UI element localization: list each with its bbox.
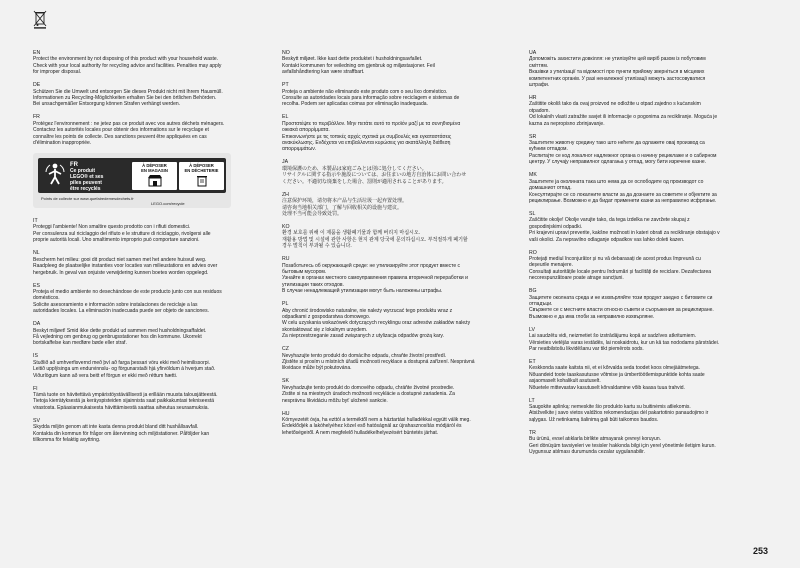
triman-recycling-badge [33,153,231,208]
lang-text: Защитете околната среда и не изхвърляйте този продукт заедно с битовите си отпадъци. Свържете се с местните власти относно съвети и съоръжения за рециклиране. Възможно е да има глоби за неправилно изхвърляне. [529,294,714,320]
lang-text: 環境保護のため、本製品は家庭ごみとは別に処分してください。 リサイクルに関する指示や施設については、お住まいの地方自治体にお問い合わせ ください。不適切な廃棄をした場合、罰則が適用されることがあります。 [282,165,467,185]
lang-text: Proteggi l'ambiente! Non smaltire questo prodotto con i rifiuti domestici. Per consulenza sul riciclaggio del rifiuto e le strutture di riciclaggio, rivolgersi alle proprie autorità locali. Uno smaltimento improprio può comportare sanzioni. [33,224,211,244]
lang-text: Protégez l'environnement : ne jetez pas ce produit avec vos autres déchets ménagers. Contactez les autorités locales pour obtenir des informations sur le recyclage et connaître les points de collecte. Des sanctions peuvent être appliquées en cas d'élimination inappropriée. [33,120,225,147]
lang-block [33,386,269,412]
lang-code: RU [282,256,290,263]
lang-code: PL [282,301,289,308]
lang-block [282,159,518,185]
shop-icon [147,174,163,187]
lang-text: Proteja el medio ambiente no desechándose de este producto junto con sus residuos domésticos. Solicite asesoramiento e información sobre instalaciones de reciclaje a las autoridades locales. La eliminación inadecuada puede ser objeto de sanciones. [33,288,222,315]
store-dropoff-box [132,162,177,190]
lang-block [529,359,765,391]
badge-fr-code: FR [70,162,78,169]
lang-code: UA [529,50,537,56]
column-1 [33,50,269,450]
lang-text: Skydda miljön genom att inte kasta denna produkt bland ditt hushållsavfall. Kontakta din kommun för frågor om återvinning och miljöstationer. Påföljder kan tillkomma för felaktig avyttring. [33,424,210,443]
lang-text: Bescherm het milieu: gooi dit product niet samen met het andere huisvuil weg. Raadpleeg de plaatselijke instanties voor locaties van milieustations en advies over hergebruik. In geval van onjuiste verwijdering kunnen boetes worden opgelegd. [33,256,218,276]
lang-code: ZH [282,191,289,198]
lang-block [33,321,269,347]
lang-code: DA [33,321,41,328]
lang-text: Proteja o ambiente não eliminando este produto com o seu lixo doméstico. Consulte as autoridades locais para informação sobre reciclagem e sistemas de recolha. Podem ser aplicadas coimas por eliminação inadequada. [282,88,460,108]
lang-code: IT [33,218,38,225]
lang-block [33,250,269,276]
badge-line2: LEGO® et ses [70,174,104,181]
lang-code: FI [33,385,38,392]
lang-block [529,288,765,320]
lang-code: NO [282,50,290,56]
lang-block [282,192,518,218]
lang-text: Schützen Sie die Umwelt und entsorgen Sie dieses Produkt nicht mit Ihrem Hausmüll. Informationen zu Recycling-Möglichkeiten erhalten Sie bei den örtlichen Behörden. Bei unsachgemäßer Entsorgung können Strafen verhängt werden. [33,88,223,108]
lang-block [33,82,269,108]
lang-code: RO [529,249,537,256]
lang-block [33,218,269,244]
lang-text: Προστατέψτε το περιβάλλον. Μην πετάτε αυτό το προϊόν μαζί με τα συνηθισμένα οικιακά απορρίμματα. Επικοινωνήστε με τις τοπικές αρχές σχετικά με συμβουλές και εγκαταστάσεις ανακύκλωσης. Ενδέχεται να επιβαλλονται κυρώσεις για ακατάλληλη διάθεση απορριμμάτων. [282,120,461,153]
lang-text: Zaščitite okolje! Okolje varujte tako, da tega izdelka ne zavržete skupaj z gospodinjskimi odpadki. Pri krajevni upravi preverite, kakšne možnosti in kateri obrati za recikliranje obstajajo v vaši okolici. Za nepravilno odlaganje odpadkov vas lahko doleti kazen. [529,217,720,243]
lang-block [33,418,269,444]
lang-code: HU [282,410,290,417]
lang-text: Aby chronić środowisko naturalne, nie należy wyrzucać tego produktu wraz z odpadkami z gospodarstwa domowego. W celu uzyskania wskazówek dotyczących recyklingu oraz adresów zakładów należy skontaktować się z lokalnym urzędem. Za nieprzestrzeganie zasad związanych z utylizacja odpadów grożą kary. [282,307,471,340]
lang-code: TR [529,429,536,436]
lang-code: PT [282,82,289,89]
lang-block [529,398,765,424]
lang-block [33,50,269,76]
lang-code: LT [529,397,535,404]
lang-block [282,114,518,152]
lang-code: NL [33,250,40,257]
lang-text: Saugokite aplinką: nemeskite šio produkto kartu su buitinėmis atliekomis. Atsižvelkite į savo vietos valdžios rekomendacijas dėl pakartotinio panaudojimo ir sąlygas. Už netinkamą šalinimą gali būti taikomos baudos. [529,404,709,423]
column-2 [282,50,518,443]
lang-code: DE [33,82,41,89]
lang-block [282,301,518,339]
lang-code: CZ [282,346,289,353]
lang-text: Beskytt miljøet. Ikke kast dette produktet i husholdningsavfallet. Kontakt kommunen for veiledning om gjenbruk og miljøstasjoner. Feil avfallshåndtering kan være straffbart. [282,56,435,76]
lang-code: ES [33,282,40,289]
lang-text: Lai saudzētu vidi, neizmetiet šo izstrādājumu kopā ar sadzīves atkritumiem. Vērsieties vietējās varas iestādēs, lai noskaidrotu, kur un kā tas nododams pārstrādei. Par neatbilstošu likvidēšanu var tikt piemērots sods. [529,333,720,352]
lang-code: HR [529,95,537,102]
lang-text: Stuðlið að umhverfisvernd með því að farga þessari vöru ekki með heimilissorpi. Leitið upplýsinga um endurvinnslu- og förgunarstaði hjá yfirvöldum á hverjum stað. Viðurlögum kann að vera beitt ef förgun er ekki með réttum hætti. [33,359,216,379]
lang-block [282,256,518,294]
lang-block [282,378,518,404]
lang-text: Tämä tuote on hävitettävä ympäristöystävällisesti ja erillään muusta talousjätteestä. Tietoja kierrätyksestä ja keräyspisteiden sijainnista saat paikkakuntasi tekniseestä virastosta. Epäasianmukaisesta hävittämisestä saattaa aiheutua seuraamuksia. [33,391,218,411]
lang-text: Заштитете ја околината така што нема да се ослободите од производот со домашниот отпад. Консултирајте се со локалните власти за да дознаете за советите и објектите за рециклирање. Возможно е да бидат применети казни за неправилно исфрлање. [529,178,717,204]
lang-block [529,327,765,353]
lang-code: ET [529,359,536,365]
lang-block [529,250,765,282]
lang-code: SL [529,210,536,217]
badge-line4: être recyclés [70,186,101,193]
lang-code: SR [529,133,537,140]
weee-bin-icon [33,10,47,29]
lang-code: LV [529,326,535,333]
lang-block [529,430,765,456]
lang-code: EL [282,114,289,121]
lang-block [33,353,269,379]
lang-block [529,134,765,166]
lang-block [529,211,765,243]
lang-block [282,346,518,372]
lang-code: SK [282,378,289,385]
lang-block [33,283,269,315]
lang-text: 환경 보호를 위해 이 제품을 생활폐기물과 함께 버리지 마십시오. 재활용 방법 및 시설에 관한 사항은 현지 관계 당국에 문의하십시오. 부적절하게 폐기할 경우 벌칙이 부과될 수 있습니다. [282,230,468,250]
page-number: 253 [752,546,768,556]
lang-code: BG [529,288,537,295]
waste-center-label: À DÉPOSER EN DÉCHETERIE [184,163,219,174]
lang-block [282,411,518,437]
triman-icon [44,162,66,188]
lang-block [282,50,518,76]
lang-block [282,82,518,108]
store-dropoff-label: À DÉPOSER EN MAGASIN [141,163,168,174]
lang-code: EN [33,50,41,56]
lang-text: Nevyhadzujte tento produkt do domového odpadu, chráňte životné prostredie. Zistite si na miestnych úradoch možnosti recyklácie a dostupné zariadenia. Za nesprávnu likvidáciu môžu byť uložené sankcie. [282,384,455,404]
badge-footer-line2: LEGO.com/recycle [151,201,185,207]
badge-footer [41,196,185,206]
badge-line3: piles peuvent [70,180,102,187]
lang-text: 注意保护环境，请勿将本产品与生活垃圾一起弃置处理。 请咨询当地相关部门，了解与回收相关的设施与建议。 处理不当可能会导致处罚。 [282,198,408,217]
lang-code: KO [282,223,290,230]
lang-block [529,95,765,127]
badge-panel [38,158,226,193]
lang-text: Protect the environment by not disposing of this product with your household waste. Check with your local authority for recycling advice and facilities. Penalties may apply for improper disposal. [33,56,222,76]
lang-text: Допоможіть захистити довкілля: не утилізуйте цей виріб разом із побутовим сміттям. Вказівки з утилізації та відомості про пункти прийому зверніться в місцевих компетентних органів. У разі неналежної утилізації можуть застосовуватися штрафи. [529,56,706,89]
lang-text: Környezetét óvja, ha ezttól a terméktől nem a háztartási hulladékkal együtt válik meg. Érdeklődjék a lakóhelyéhez közel eső hatóságnál az újrahasznosítás módjáról és lehetőségeiről. A nem megfelelő hulladékelhelyezésért büntetés járhat. [282,417,471,436]
lang-text: Nevyhazujte tento produkt do domácího odpadu, chraňte životní prostředí. Zjistěte si prosím u místních úřadů možnosti recyklace a dostupná zařízení. Nesprávná likvidace může být pokutována. [282,352,475,372]
lang-text: Заштитите животну средину тако што нећете да одлажете овај производ са кућним отпадом. Распитајте се код локалног надлежног органа о начину рециклаже и о сабирном центру. У случају неправилног одлагања у отпад, могу бити изречене казне. [529,140,717,166]
lang-code: JA [282,159,289,166]
lang-text: Позаботьтесь об окружающей среде: не утилизируйте этот продукт вместе с бытовым мусором. Узнайте в органах местного самоуправления правила вторичной переработки и утилизации таких отходов. В случае ненадлежащей утилизации могут быть наложены штрафы. [282,262,468,295]
lang-text: Bu ürünü, evsel atıklarla birlikte atmayarak çevreyi koruyun. Geri dönüşüm tavsiyeleri ve tesisler hakkında bilgi için yerel yönetimle iletişim kurun. Uygunsuz atılması durumunda cezalar uygulanabilir. [529,436,716,456]
lang-code: FR [33,114,40,121]
lang-block [529,172,765,204]
lang-text: Zaštitite okoliš tako da ovaj proizvod ne odložite u otpad zajedno s kućanskim otpadom. Od lokalnih vlasti zatražite savjet ili informacije o pogonima za recikliranje. Moguća je kazna za nepropisno zbrinjavanje. [529,101,718,127]
waste-center-dropoff-box [179,162,224,190]
lang-text: Protejați mediul înconjurător și nu vă debarasați de acest produs împreună cu deșeurile menajere. Consultați autoritățile locale pentru îndrumări și facilități de reciclare. Dezafectarea necorespunzătoare poate atrage sancțiuni. [529,255,712,282]
lang-code: SV [33,417,40,424]
badge-line1: Ce produit [70,168,95,175]
recycling-center-icon [194,174,210,187]
lang-block [33,114,269,146]
lang-block [529,50,765,88]
lang-code: MK [529,172,537,179]
lang-text: Keskkonda saate kaitsta nii, et ei kõrvalda seda toodet koos olmejäätmetega. Nõuandeid toote taaskasutusse võtmise ja ümbertöötlemispunktide kohta saate asjaomaselt kohalikult asutuselt. Nõuetele mittevastav kasutuselt kõrvaldamine võib kaasa tuua trahvid. [529,365,705,391]
badge-footer-line1: Points de collecte sur www.quefairedemesdechets.fr [41,196,134,202]
lang-block [282,224,518,250]
lang-code: IS [33,353,38,360]
lang-text: Beskyt miljøet! Smid ikke dette produkt ud sammen med husholdningsaffaldet. Få vejledning om genbrug og genbrugsstationer hos din kommune. Ukorrekt bortskaffelse kan medføre bøde eller straf. [33,327,207,347]
column-3 [529,50,765,462]
badge-text [70,162,126,192]
